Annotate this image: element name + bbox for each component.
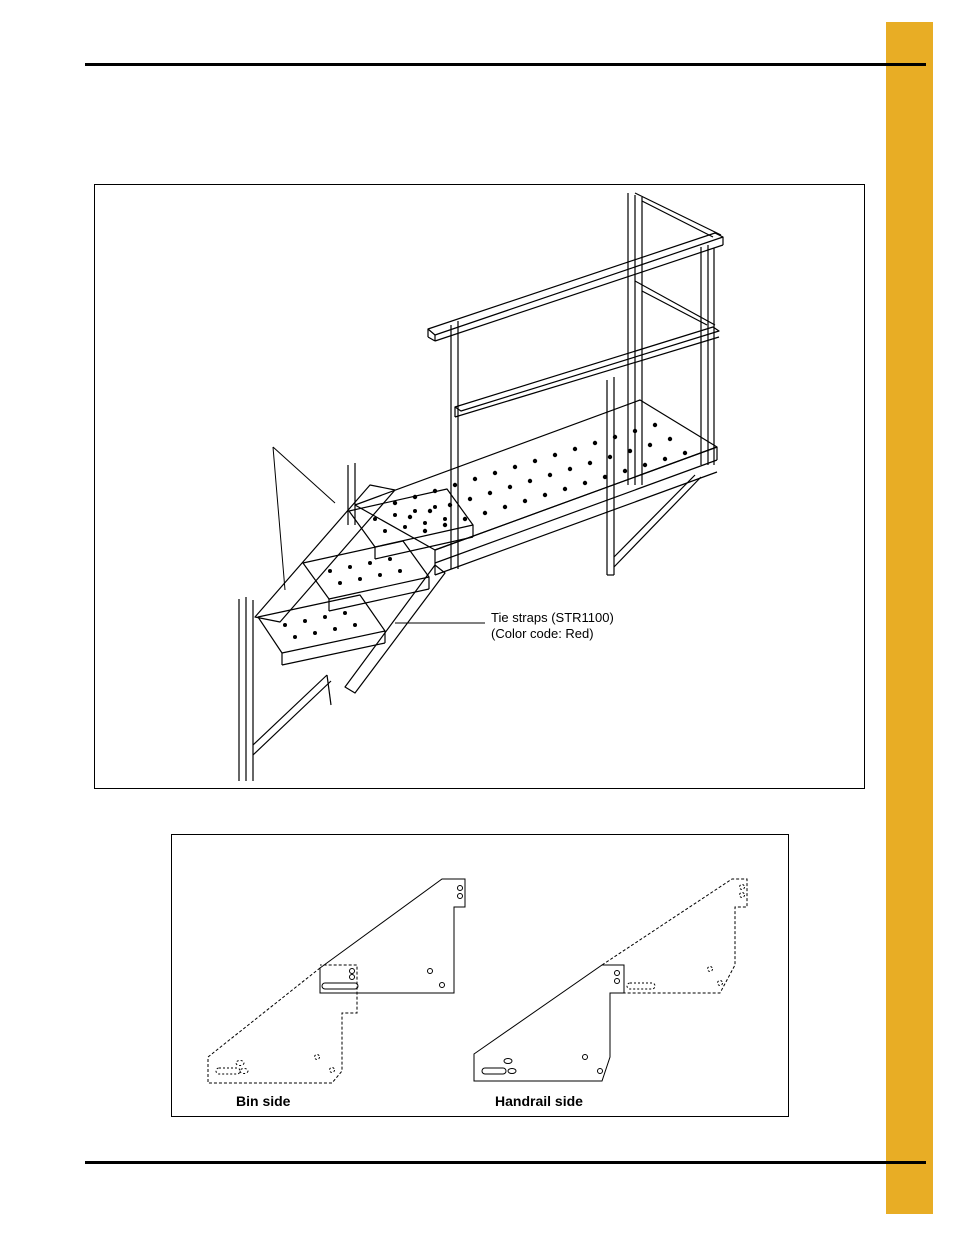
header-rule bbox=[85, 63, 926, 66]
chapter-tab bbox=[886, 22, 933, 1214]
mid-handrail bbox=[455, 281, 719, 417]
stair-assembly-figure bbox=[94, 184, 865, 789]
stair-step-1 bbox=[258, 595, 385, 665]
handrail-side-label: Handrail side bbox=[495, 1093, 583, 1109]
front-handrail-post bbox=[451, 321, 458, 569]
rear-post bbox=[628, 193, 642, 485]
stair-stringer bbox=[255, 485, 445, 693]
handrail-side-bracket bbox=[474, 879, 747, 1081]
leader-line bbox=[273, 447, 485, 623]
bracket-drawing bbox=[172, 835, 788, 1116]
stair-rear-post bbox=[348, 463, 355, 525]
bin-side-label: Bin side bbox=[236, 1093, 291, 1109]
deck-holes bbox=[283, 423, 687, 639]
callout-line-2: (Color code: Red) bbox=[491, 626, 594, 641]
callout-line-1: Tie straps (STR1100) bbox=[491, 610, 614, 625]
bin-side-bracket bbox=[208, 879, 465, 1083]
tie-straps-callout bbox=[491, 610, 614, 642]
right-post bbox=[701, 245, 714, 465]
footer-rule bbox=[85, 1161, 926, 1164]
stair-assembly-drawing bbox=[95, 185, 864, 788]
bracket-figure bbox=[171, 834, 789, 1117]
top-handrail bbox=[428, 193, 723, 341]
